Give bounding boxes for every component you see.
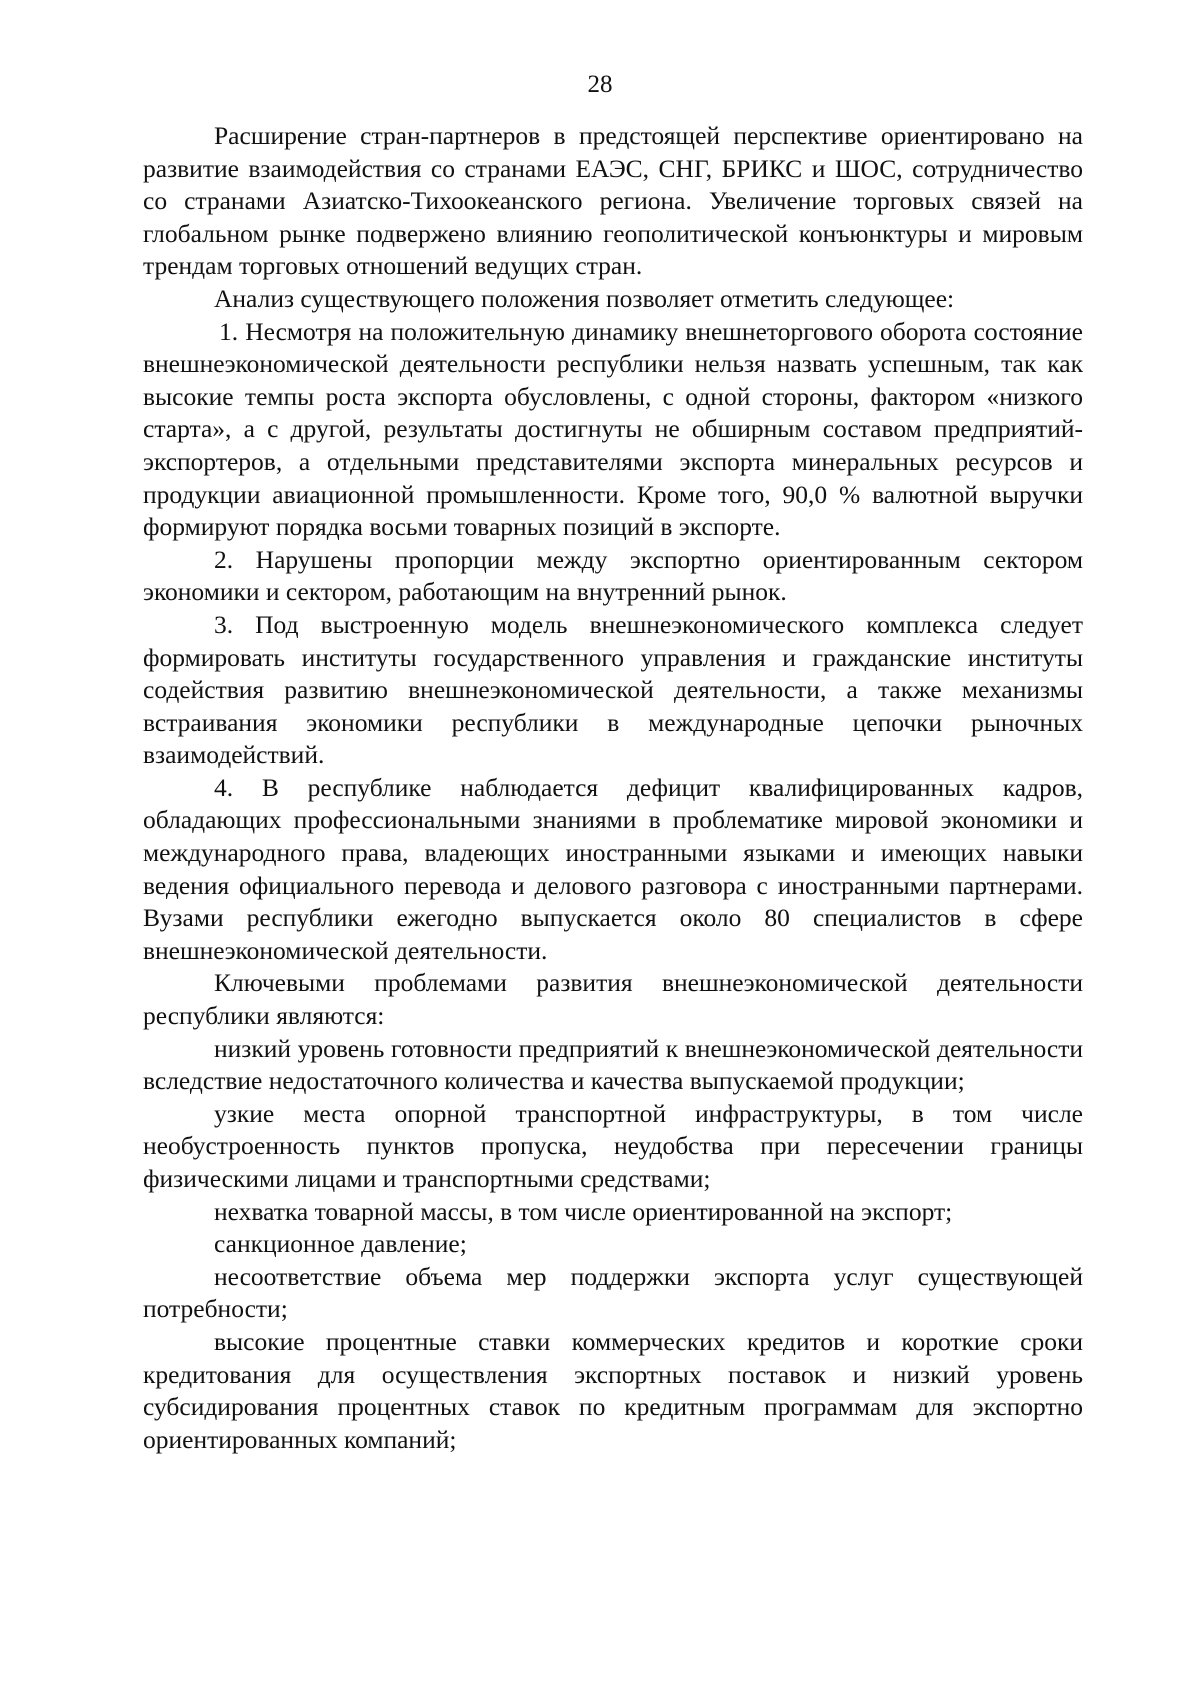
document-body xyxy=(143,120,1083,1456)
paragraph-point-1: 1. Несмотря на положительную динамику внешнеторгового оборота состояние внешнеэкономической деятельности республики нельзя назвать успешным, так как высокие темпы роста экспорта обусловлены, с одной стороны, фактором «низкого старта», а с другой, результаты достигнуты не обширным составом предприятий-экспортеров, а отдельными представителями экспорта минеральных ресурсов и продукции авиационной промышленности. Кроме того, 90,0 % валютной выручки формируют порядка восьми товарных позиций в экспорте. xyxy=(143,316,1083,542)
paragraph-point-3: 3. Под выстроенную модель внешнеэкономического комплекса следует формировать институты государственного управления и гражданские институты содействия развитию внешнеэкономической деятельности, а также механизмы встраивания экономики республики в международные цепочки рыночных взаимодействий. xyxy=(143,609,1083,770)
page-number: 28 xyxy=(587,71,613,98)
paragraph-analysis-intro: Анализ существующего положения позволяет отметить следующее: xyxy=(214,283,955,313)
paragraph-key-problems-intro: Ключевыми проблемами развития внешнеэкономической деятельности республики являются: xyxy=(143,968,1083,1031)
list-item-sanctions: санкционное давление; xyxy=(214,1229,467,1259)
list-item-support-mismatch: несоответствие объема мер поддержки экспорта услуг существующей потребности; xyxy=(143,1261,1083,1324)
list-item-interest-rates: высокие процентные ставки коммерческих кредитов и короткие сроки кредитования для осуществления экспортных поставок и низкий уровень субсидирования процентных ставок по кредитным программам для экспортно ориентированных компаний; xyxy=(143,1326,1083,1454)
list-item-transport: узкие места опорной транспортной инфраструктуры, в том числе необустроенность пунктов пропуска, неудобства при пересечении границы физическими лицами и транспортными средствами; xyxy=(143,1098,1083,1193)
list-item-readiness: низкий уровень готовности предприятий к внешнеэкономической деятельности вследствие недостаточного количества и качества выпускаемой продукции; xyxy=(143,1033,1083,1096)
paragraph-point-2: 2. Нарушены пропорции между экспортно ориентированным сектором экономики и сектором, работающим на внутренний рынок. xyxy=(143,544,1083,607)
paragraph-partner-expansion: Расширение стран-партнеров в предстоящей перспективе ориентировано на развитие взаимодействия со странами ЕАЭС, СНГ, БРИКС и ШОС, сотрудничество со странами Азиатско-Тихоокеанского региона. Увеличение торговых связей на глобальном рынке подвержено влиянию геополитической конъюнктуры и мировым трендам торговых отношений ведущих стран. xyxy=(143,121,1083,281)
list-item-commodity-shortage: нехватка товарной массы, в том числе ориентированной на экспорт; xyxy=(214,1196,953,1226)
paragraph-point-4: 4. В республике наблюдается дефицит квалифицированных кадров, обладающих профессиональными знаниями в проблематике мировой экономики и международного права, владеющих иностранными языками и имеющих навыки ведения официального перевода и делового разговора с иностранными партнерами. Вузами республики ежегодно выпускается около 80 специалистов в сфере внешнеэкономической деятельности. xyxy=(143,772,1083,965)
